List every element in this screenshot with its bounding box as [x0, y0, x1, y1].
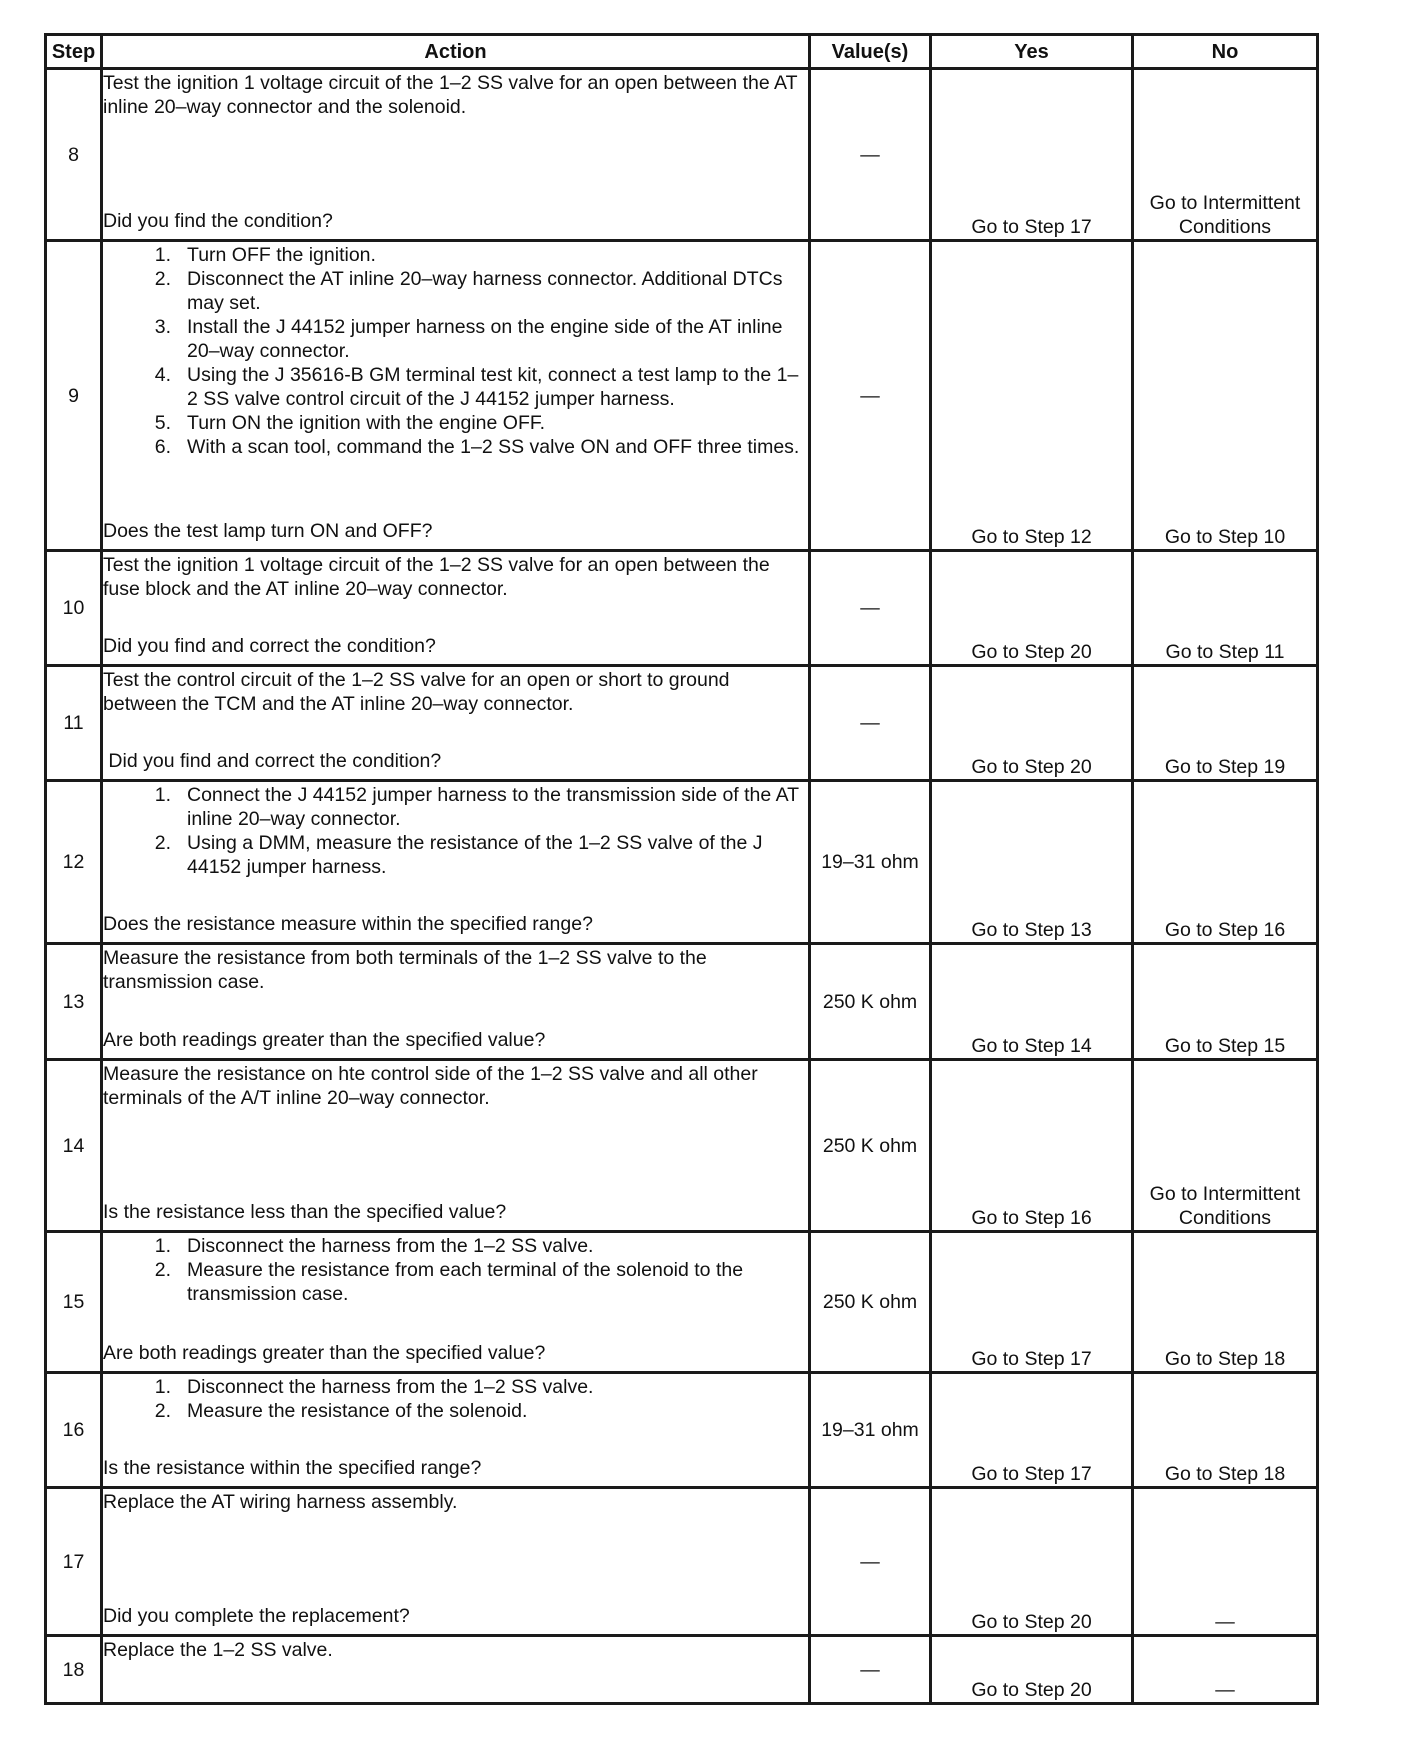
action-instructions	[103, 1061, 808, 1110]
table-row	[46, 666, 1318, 781]
list-item	[145, 1234, 808, 1258]
table-row	[46, 551, 1318, 666]
action-content	[103, 1374, 808, 1480]
list-item	[145, 1258, 808, 1306]
list-item-number: 5.	[154, 412, 171, 434]
value-cell: 19–31 ohm	[810, 781, 931, 944]
value-cell: 19–31 ohm	[810, 1373, 931, 1488]
value-cell: —	[810, 1636, 931, 1704]
step-number: 16	[46, 1373, 102, 1488]
header-yes: Yes	[931, 35, 1133, 69]
action-text: Measure the resistance from both terminals of the 1–2 SS valve to the transmission case.	[103, 947, 707, 993]
list-item	[145, 315, 808, 363]
action-question: Are both readings greater than the specified value?	[103, 1342, 546, 1364]
list-item-text: Turn OFF the ignition.	[187, 244, 376, 266]
action-question: Is the resistance less than the specified value?	[103, 1201, 507, 1223]
procedure-list	[103, 243, 808, 459]
list-item-number: 2.	[154, 268, 171, 290]
action-instructions	[103, 1233, 808, 1306]
value-cell: —	[810, 666, 931, 781]
list-item-number: 6.	[154, 436, 171, 458]
header-step: Step	[46, 35, 102, 69]
header-no: No	[1133, 35, 1318, 69]
action-question: Is the resistance within the specified range?	[103, 1457, 482, 1479]
action-cell	[102, 1060, 810, 1232]
action-text: Measure the resistance on hte control side of the 1–2 SS valve and all other terminals of the A/T inline 20–way connector.	[103, 1063, 758, 1109]
list-item-number: 3.	[154, 316, 171, 338]
yes-result: Go to Step 20	[931, 1636, 1133, 1704]
list-item	[145, 243, 808, 267]
action-cell	[102, 781, 810, 944]
yes-result: Go to Step 20	[931, 551, 1133, 666]
table-row	[46, 1636, 1318, 1704]
header-values: Value(s)	[810, 35, 931, 69]
no-result: Go to Step 15	[1133, 944, 1318, 1060]
action-cell	[102, 1232, 810, 1373]
action-cell	[102, 666, 810, 781]
action-cell	[102, 69, 810, 241]
list-item-text: Connect the J 44152 jumper harness to the transmission side of the AT inline 20–way connector.	[187, 784, 799, 830]
step-number: 18	[46, 1636, 102, 1704]
header-action: Action	[102, 35, 810, 69]
procedure-list	[103, 783, 808, 879]
list-item-number: 4.	[154, 364, 171, 386]
yes-result: Go to Step 17	[931, 69, 1133, 241]
action-instructions	[103, 1637, 808, 1662]
value-cell: 250 K ohm	[810, 1060, 931, 1232]
action-content	[103, 1233, 808, 1365]
action-question: Did you complete the replacement?	[103, 1605, 410, 1627]
no-result: —	[1133, 1636, 1318, 1704]
action-cell	[102, 1373, 810, 1488]
action-content	[103, 242, 808, 543]
list-item-text: Using a DMM, measure the resistance of the 1–2 SS valve of the J 44152 jumper harness.	[187, 832, 763, 878]
list-item	[145, 1399, 808, 1423]
action-instructions	[103, 70, 808, 119]
list-item-number: 1.	[154, 784, 171, 806]
list-item-text: Disconnect the harness from the 1–2 SS valve.	[187, 1376, 594, 1398]
list-item-text: Disconnect the harness from the 1–2 SS valve.	[187, 1235, 594, 1257]
list-item-number: 1.	[154, 244, 171, 266]
procedure-list	[103, 1234, 808, 1306]
action-instructions	[103, 552, 808, 601]
list-item-text: Install the J 44152 jumper harness on the engine side of the AT inline 20–way connector.	[187, 316, 783, 362]
yes-result: Go to Step 17	[931, 1232, 1133, 1373]
value-cell: —	[810, 551, 931, 666]
action-cell	[102, 1488, 810, 1636]
value-cell: —	[810, 69, 931, 241]
step-number: 8	[46, 69, 102, 241]
table-row	[46, 1060, 1318, 1232]
action-content	[103, 667, 808, 773]
value-cell: —	[810, 241, 931, 551]
list-item-text: With a scan tool, command the 1–2 SS valve ON and OFF three times.	[187, 436, 800, 458]
list-item	[145, 1375, 808, 1399]
list-item-number: 1.	[154, 1376, 171, 1398]
table-row	[46, 781, 1318, 944]
procedure-list	[103, 1375, 808, 1423]
value-cell: —	[810, 1488, 931, 1636]
step-number: 9	[46, 241, 102, 551]
step-number: 10	[46, 551, 102, 666]
action-content	[103, 1061, 808, 1224]
yes-result: Go to Step 17	[931, 1373, 1133, 1488]
action-content	[103, 945, 808, 1052]
no-result: Go to Step 10	[1133, 241, 1318, 551]
list-item	[145, 435, 808, 459]
no-result: —	[1133, 1488, 1318, 1636]
action-instructions	[103, 945, 808, 994]
action-cell	[102, 241, 810, 551]
value-cell: 250 K ohm	[810, 1232, 931, 1373]
yes-result: Go to Step 12	[931, 241, 1133, 551]
action-cell	[102, 1636, 810, 1704]
action-instructions	[103, 782, 808, 879]
no-result: Go to Step 18	[1133, 1232, 1318, 1373]
yes-result: Go to Step 20	[931, 1488, 1133, 1636]
action-content	[103, 552, 808, 658]
table-row	[46, 241, 1318, 551]
action-text: Test the control circuit of the 1–2 SS valve for an open or short to ground between the TCM and the AT inline 20–way connector.	[103, 669, 730, 715]
action-text: Test the ignition 1 voltage circuit of the 1–2 SS valve for an open between the fuse block and the AT inline 20–way connector.	[103, 554, 770, 600]
table-row	[46, 69, 1318, 241]
step-number: 11	[46, 666, 102, 781]
action-cell	[102, 551, 810, 666]
list-item-number: 2.	[154, 1400, 171, 1422]
table-row	[46, 944, 1318, 1060]
list-item-text: Measure the resistance from each terminal of the solenoid to the transmission case.	[187, 1259, 744, 1305]
list-item-text: Measure the resistance of the solenoid.	[187, 1400, 528, 1422]
list-item-text: Using the J 35616-B GM terminal test kit, connect a test lamp to the 1–2 SS valve control circuit of the J 44152 jumper harness.	[187, 364, 799, 410]
no-result: Go to Step 19	[1133, 666, 1318, 781]
action-content	[103, 782, 808, 936]
yes-result: Go to Step 13	[931, 781, 1133, 944]
value-cell: 250 K ohm	[810, 944, 931, 1060]
list-item-number: 2.	[154, 1259, 171, 1281]
list-item-text: Disconnect the AT inline 20–way harness connector. Additional DTCs may set.	[187, 268, 783, 314]
no-result: Go to Intermittent Conditions	[1133, 69, 1318, 241]
action-instructions	[103, 242, 808, 459]
no-result: Go to Intermittent Conditions	[1133, 1060, 1318, 1232]
no-result: Go to Step 16	[1133, 781, 1318, 944]
action-content	[103, 1489, 808, 1628]
no-result: Go to Step 11	[1133, 551, 1318, 666]
diagnostic-table	[44, 33, 1319, 1705]
action-content	[103, 1637, 808, 1696]
list-item	[145, 411, 808, 435]
step-number: 12	[46, 781, 102, 944]
action-question: Did you find and correct the condition?	[103, 635, 436, 657]
action-question: Are both readings greater than the specified value?	[103, 1029, 546, 1051]
action-text: Replace the 1–2 SS valve.	[103, 1639, 333, 1661]
action-question: Does the resistance measure within the specified range?	[103, 913, 593, 935]
table-header	[46, 35, 1318, 69]
list-item	[145, 783, 808, 831]
action-instructions	[103, 667, 808, 716]
list-item	[145, 363, 808, 411]
action-text: Replace the AT wiring harness assembly.	[103, 1491, 458, 1513]
action-question: Did you find the condition?	[103, 210, 333, 232]
action-instructions	[103, 1374, 808, 1423]
action-question: Does the test lamp turn ON and OFF?	[103, 520, 433, 542]
list-item-text: Turn ON the ignition with the engine OFF.	[187, 412, 546, 434]
action-cell	[102, 944, 810, 1060]
list-item	[145, 267, 808, 315]
step-number: 14	[46, 1060, 102, 1232]
action-question: Did you find and correct the condition?	[103, 750, 442, 772]
table-body	[46, 69, 1318, 1704]
action-text: Test the ignition 1 voltage circuit of the 1–2 SS valve for an open between the AT inline 20–way connector and the solenoid.	[103, 72, 798, 118]
step-number: 15	[46, 1232, 102, 1373]
step-number: 17	[46, 1488, 102, 1636]
yes-result: Go to Step 20	[931, 666, 1133, 781]
header-row	[46, 35, 1318, 69]
list-item	[145, 831, 808, 879]
action-content	[103, 70, 808, 233]
table-row	[46, 1232, 1318, 1373]
action-instructions	[103, 1489, 808, 1514]
list-item-number: 2.	[154, 832, 171, 854]
table-row	[46, 1488, 1318, 1636]
no-result: Go to Step 18	[1133, 1373, 1318, 1488]
list-item-number: 1.	[154, 1235, 171, 1257]
step-number: 13	[46, 944, 102, 1060]
yes-result: Go to Step 16	[931, 1060, 1133, 1232]
table-row	[46, 1373, 1318, 1488]
yes-result: Go to Step 14	[931, 944, 1133, 1060]
